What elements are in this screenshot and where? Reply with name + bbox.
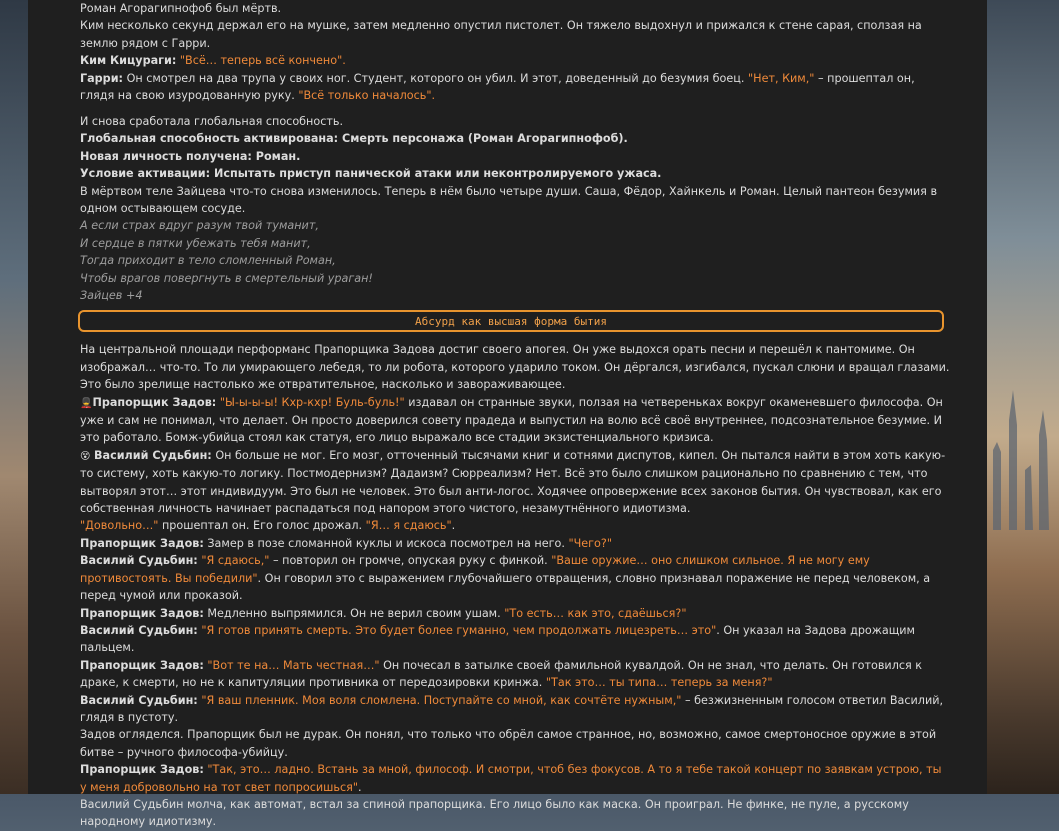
dizzy-face-emoji-icon: 😵 <box>80 450 91 462</box>
narration: – прошептал он, глядя на свою изуродованную руку. <box>80 71 915 103</box>
dialogue-vasiliy <box>80 447 950 518</box>
quote: "Так, это… ладно. Встань за мной, философ. И смотри, чтоб без фокусов. А то я тебе такой концерт по заявкам устрою, ты у меня добровольно на тот свет попросишься" <box>80 763 942 794</box>
paragraph: На центральной площади перформанс Прапорщика Задова достиг своего апогея. Он уже выдохся орать песни и перешёл к пантомиме. Он изображал… что-то. То ли умирающего лебедя, то ли робота, которого ударило током. Он дёргался, изгибался, пускал слюни и вращал глазами. Это было зрелище настолько же отвратительное, насколько и завораживающее. <box>80 343 950 392</box>
quote: "Всё… теперь всё кончено". <box>179 54 346 68</box>
narration: прошептал он. Его голос дрожал. <box>158 519 366 533</box>
dialogue-line <box>80 761 950 796</box>
system-message: Новая личность получена: Роман. <box>80 149 301 163</box>
quote: "Я готов принять смерть. Это будет более гуманно, чем продолжать лицезреть… это" <box>197 623 717 637</box>
narration: Он смотрел на два трупа у своих ног. Студент, которого он убил. И этот, доведенный до безумия боец. <box>123 71 749 85</box>
quote: "Я сдаюсь," <box>197 554 270 568</box>
quote: "Нет, Ким," <box>748 71 815 85</box>
quote: "Я… я сдаюсь" <box>365 519 452 533</box>
paragraph: Роман Агорагипнофоб был мёртв. <box>80 2 282 15</box>
speaker-name: Прапорщик Задов: <box>80 658 204 672</box>
speaker-name: Василий Судьбин: <box>80 623 198 637</box>
background-left <box>0 0 28 794</box>
speaker-name: Прапорщик Задов: <box>80 536 204 550</box>
reader-panel <box>28 0 987 829</box>
quote: "Вот те на… Мать честная…" <box>203 658 380 672</box>
quote: "Я ваш пленник. Моя воля сломлена. Поступайте со мной, как сочтёте нужным," <box>197 693 682 707</box>
dialogue-line <box>80 552 950 604</box>
poem-line: Чтобы врагов повергнуть в смертельный ураган! <box>80 271 373 285</box>
dialogue-garri <box>80 70 950 105</box>
system-message: Глобальная способность активирована: Смерть персонажа (Роман Агорагипнофоб). <box>80 132 628 146</box>
dialogue-line <box>80 622 950 657</box>
narration: . Он указал на Задова дрожащим пальцем. <box>80 623 915 655</box>
speaker-name: Василий Судьбин: <box>80 554 198 568</box>
speaker-name: Прапорщик Задов: <box>92 395 217 409</box>
dialogue-line <box>80 692 950 727</box>
speaker-name: Василий Судьбин: <box>94 448 212 462</box>
speaker-name: Василий Судьбин: <box>80 693 198 707</box>
system-message: Условие активации: Испытать приступ панической атаки или неконтролируемого ужаса. <box>80 167 662 181</box>
narration: Медленно выпрямился. Он не верил своим ушам. <box>203 606 505 620</box>
dialogue-line <box>80 517 950 534</box>
poem-line: А если страх вдруг разум твой туманит, <box>80 219 319 233</box>
paragraph: В мёртвом теле Зайцева что-то снова изменилось. Теперь в нём было четыре души. Саша, Фёдор, Хайнкель и Роман. Целый пантеон безумия в одном остывающем сосуде. <box>80 184 938 215</box>
poem-line: И сердце в пятки убежать тебя манит, <box>80 236 311 250</box>
background-ruins <box>987 380 1059 530</box>
speaker-name: Гарри: <box>80 71 124 85</box>
quote: "Так это… ты типа… теперь за меня?" <box>545 676 773 690</box>
dialogue-line <box>80 535 950 552</box>
quote: "Чего?" <box>568 536 612 550</box>
poem-line: Зайцев +4 <box>80 289 143 302</box>
speaker-name: Ким Кицураги: <box>80 54 177 68</box>
narration: Он почесал в затылке своей фамильной кувалдой. Он не знал, что делать. Он готовился к драке, к смерти, но не к капитуляции противника от передозировки кринжа. <box>80 658 923 690</box>
quote: "Довольно…" <box>80 519 159 533</box>
poem-line: Тогда приходит в тело сломленный Роман, <box>80 254 336 268</box>
dialogue-zadov <box>80 394 950 447</box>
speaker-name: Прапорщик Задов: <box>80 606 204 620</box>
dialogue-line <box>80 605 950 622</box>
chapter-title-banner: Абсурд как высшая форма бытия <box>78 310 944 332</box>
narration: Замер в позе сломанной куклы и искоса посмотрел на него. <box>203 536 569 550</box>
dialogue-kim <box>80 52 950 69</box>
chapter-content <box>80 0 950 831</box>
narration: . <box>357 780 362 794</box>
quote: "Ы-ы-ы-ы! Кхр-кхр! Буль-буль!" <box>219 395 405 409</box>
narration: . Он говорил это с выражением глубочайшего отвращения, словно признавал поражение не перед человеком, а перед чумой или проказой. <box>80 571 931 603</box>
narration: издавал он странные звуки, ползая на четвереньках вокруг окаменевшего философа. Он уже и сам не понимал, что делает. Он просто доверился совету прадеда и выпустил на волю всё своё внутреннее, подсознательное безумие. И это работало. Бомж-убийца стоял как статуя, его лицо выражало все стадии экзистенциального кризиса. <box>80 395 943 445</box>
guard-emoji-icon: 💂 <box>80 397 93 409</box>
narration: – повторил он громче, опуская руку с финкой. <box>269 554 552 568</box>
paragraph: И снова сработала глобальная способность. <box>80 114 344 128</box>
dialogue-line <box>80 657 950 692</box>
quote: "Всё только началось". <box>298 89 436 103</box>
paragraph: Задов огляделся. Прапорщик был не дурак. Он понял, что только что обрёл самое странное, но, возможно, самое смертоносное оружие в этой битве – ручного философа-убийцу. <box>80 728 937 759</box>
narration: Он больше не мог. Его мозг, отточенный тысячами книг и сотнями диспутов, кипел. Он пытался найти в этом хоть какую-то систему, хоть какую-то логику. Постмодернизм? Дадаизм? Сюрреализм? Нет. Всё это было слишком рационально по сравнению с тем, что вытворял этот… этот индивидуум. Это был не человек. Это был анти-логос. Ходячее опровержение всех законов бытия. Он чувствовал, как его собственная личность начинает распадаться под напором этого чистого, незамутнённого идиотизма. <box>80 448 946 516</box>
paragraph: Василий Судьбин молча, как автомат, встал за спиной прапорщика. Его лицо было как маска. Он проиграл. Не финке, не пуле, а русскому народному идиотизму. <box>80 797 909 829</box>
speaker-name: Прапорщик Задов: <box>80 763 204 777</box>
quote: "Ваше оружие… оно слишком сильное. Я не могу ему противостоять. Вы победили" <box>80 554 870 585</box>
narration: . <box>451 519 456 533</box>
narration: – безжизненным голосом ответил Василий, глядя в пустоту. <box>80 693 944 724</box>
quote: "То есть… как это, сдаёшься?" <box>504 606 687 620</box>
paragraph: Ким несколько секунд держал его на мушке, затем медленно опустил пистолет. Он тяжело выдохнул и прижался к стене сарая, сползая на землю рядом с Гарри. <box>80 19 922 50</box>
